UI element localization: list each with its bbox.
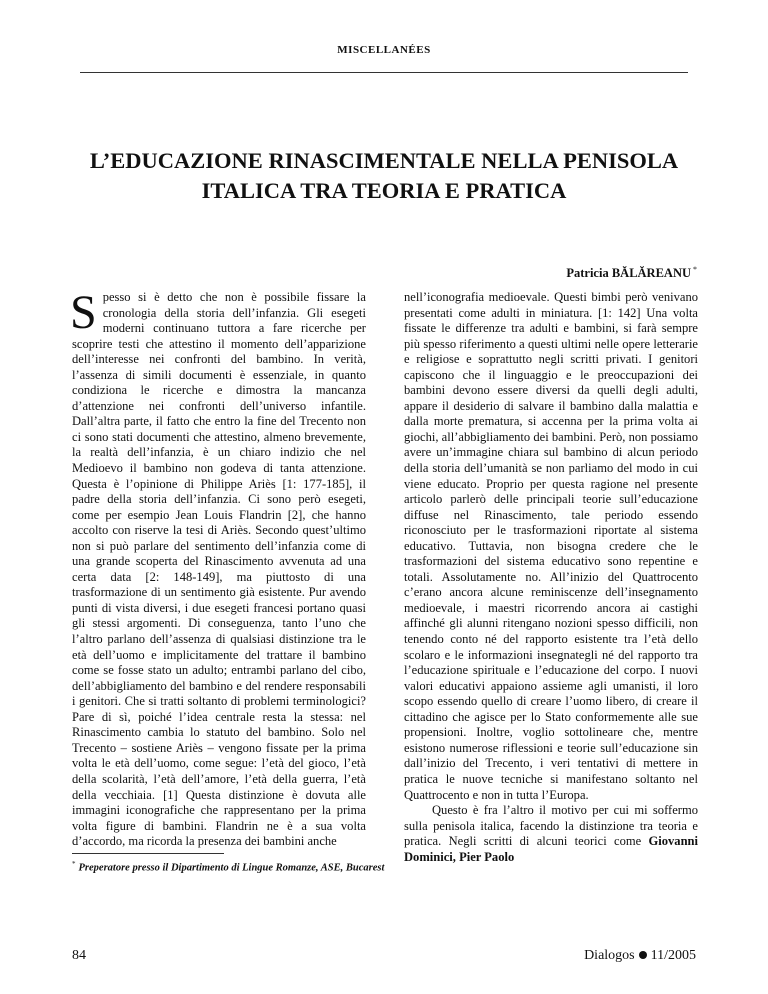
footnote-mark: * — [72, 860, 76, 868]
journal-info — [584, 948, 696, 964]
page-number: 84 — [72, 948, 86, 963]
cited-authors: Giovanni Dominici, Pier Paolo — [404, 834, 699, 864]
author-footnote-mark: * — [693, 265, 697, 274]
header-rule — [80, 72, 688, 73]
running-header: MISCELLANÉES — [337, 44, 431, 56]
author-line — [566, 265, 697, 281]
right-column — [404, 290, 698, 865]
bullet-icon — [639, 951, 647, 959]
footnote — [72, 860, 384, 874]
journal-name: Dialogos — [584, 948, 635, 963]
drop-cap: S — [70, 286, 97, 339]
left-column-text: pesso si è detto che non è possibile fissare la cronologia della storia dell’infanzia. Gli esegeti moderni continuano tuttora a fare ricerche per scoprire testi che attestino il momento dell’apparizione dell’interesse nei confronti del bambino. In verità, l’assenza di simili documenti è essenziale, in quanto condiziona le ricerche e dimostra la mancanza d’attenzione nei confronti dell’universo infantile. Dall’altra parte, il fatto che entro la fine del Trecento non ci sono stati documenti che attestino, almeno brevemente, la realtà dell’infanzia, è un chiaro indizio che nel Medioevo il bambino non godeva di tanta attenzione. Questa è l’opinione di Philippe Ariès [1: 177-185], il padre della storia dell’infanzia. Ci sono però esegeti, come per esempio Jean Louis Flandrin [2], che hanno accolto con riserve la tesi di Ariès. Secondo quest’ultimo non si può parlare del sentimento dell’infanzia come di una grande scoperta del Rinascimento avvenuta ad una certa data [2: 148-149], ma piuttosto di una trasformazione di un sentimento già esistente. Pur avendo punti di vista diversi, i due esegeti francesi portano quasi gli stessi argomenti. Di conseguenza, tanto l’uno che l’altro parlano dell’assenza di qualsiasi distinzione tra le età dell’uomo e implicitamente del trattare il bambino come se fosse stato un adulto; entrambi parlano del cibo, dell’abbigliamento del bambino e del rendere responsabili i genitori. Che si tratti soltanto di problemi terminologici? Pare di sì, poiché l’idea centrale resta la stessa: nel Rinascimento cambia lo statuto del bambino. Solo nel Trecento – sostiene Ariès – vengono fissate per la prima volta le età dell’uomo, come segue: l’età del gioco, l’età della scolarità, l’età dell’amore, l’età della guerra, l’età della vecchiaia. [1] Questa distinzione è dovuta alle immagini iconografiche che rappresentano per la prima volta figure di bambini. Flandrin ne è a sua volta d’accordo, ma ricorda la presenza dei bambini anche — [72, 290, 366, 849]
left-column — [70, 286, 366, 850]
article-title: L’EDUCAZIONE RINASCIMENTALE NELLA PENISOLA ITALICA TRA TEORIA E PRATICA — [89, 148, 679, 203]
right-column-paragraph-2 — [404, 803, 698, 865]
intro-paragraph — [70, 286, 366, 850]
journal-issue: 11/2005 — [650, 948, 696, 963]
right-column-paragraph: nell’iconografia medioevale. Questi bimbi però venivano presentati come adulti in miniatura. [1: 142] Una volta fissate le differenze tra adulti e bambini, si farà sempre più spesso riferimento a questi ultimi nelle opere letterarie e religiose e soprattutto negli scritti privati. I genitori capiscono che il linguaggio e le preoccupazioni dei bambini devono essere diversi da quelli degli adulti, appare il desiderio di salvare il bambino dalla malattia e dalla morte prematura, si accenna per la prima volta ai giochi, all’abbigliamento dei bambini. Però, non possiamo avere un’immagine chiara sul bambino di alcun periodo della storia dell’umanità se non parliamo del modo in cui viene educato. Proprio per questa ragione nel presente articolo parlerò delle principali teorie sull’educazione diffuse nel Rinascimento, tale periodo essendo riconosciuto per le trasformazioni riportate al sistema educativo. Tuttavia, non bisogna credere che le trasformazioni del sistema educativo sono repentine e totali. Assolutamente no. All’inizio del Quattrocento c’erano ancora alcune reminiscenze dell’insegnamento medioevale, i maestri ricorrendo ancora ai castighi affinché gli alunni ritengano nozioni spesso difficili, non tenendo conto né del rapporto esistente tra l’età dello scolaro e le informazioni insegnategli né del rapporto tra l’educazione spirituale e l’educazione del corpo. I nuovi valori educativi appaiono assieme agli umanisti, il loro scopo essendo quello di creare l’uomo libero, di creare il cittadino che agisce per lo Stato conformemente alle sue propensioni. Inoltre, voglio sottolineare che, mentre esistono numerose riflessioni e teorie sull’educazione sin dall’inizio del Trecento, i veri tentativi di mettere in pratica le nuove tecniche si manifestano soltanto nel Quattrocento e non in tutta l’Europa. — [404, 290, 698, 802]
author-name: Patricia BĂLĂREANU — [566, 266, 691, 281]
paragraph-2-text: Questo è fra l’altro il motivo per cui mi soffermo sulla penisola italica, facendo la distinzione tra teoria e pratica. Negli scritti di alcuni teorici come — [404, 803, 698, 849]
footnote-rule — [72, 853, 224, 854]
footnote-text: Preperatore presso il Dipartimento di Lingue Romanze, ASE, Bucarest — [78, 862, 385, 874]
